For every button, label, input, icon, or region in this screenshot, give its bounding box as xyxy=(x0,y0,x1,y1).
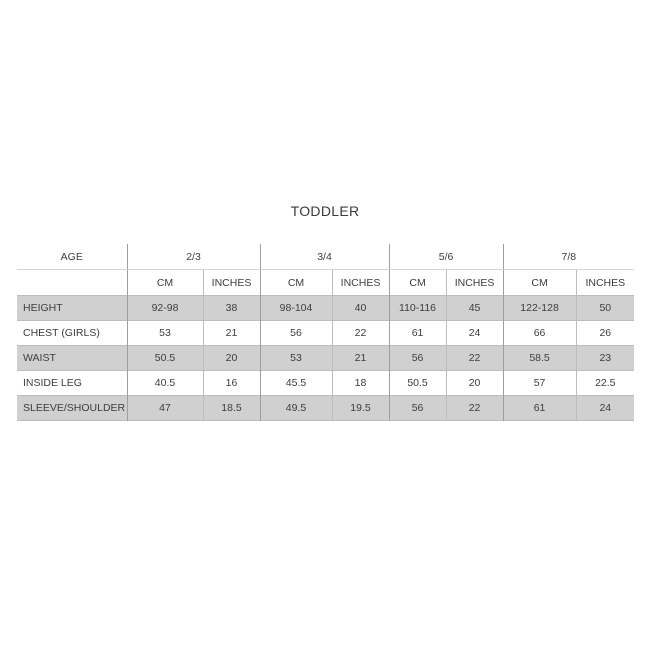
inches-value-cell: 21 xyxy=(332,346,389,371)
cm-value-cell: 56 xyxy=(389,346,446,371)
table-title: TODDLER xyxy=(290,203,360,219)
inches-value-cell: 23 xyxy=(576,346,634,371)
row-label: CHEST (GIRLS) xyxy=(23,327,100,339)
inches-value-cell: 22.5 xyxy=(576,371,634,396)
cm-value-cell: 61 xyxy=(389,321,446,346)
inches-value-cell: 18.5 xyxy=(203,396,260,421)
unit-cm: CM xyxy=(260,270,332,296)
inches-value-cell: 20 xyxy=(203,346,260,371)
units-blank-cell xyxy=(17,270,127,296)
cm-value-cell: 53 xyxy=(260,346,332,371)
inches-value-cell: 24 xyxy=(446,321,503,346)
cm-value-cell: 57 xyxy=(503,371,576,396)
inches-value-cell: 50 xyxy=(576,296,634,321)
row-label: WAIST xyxy=(17,346,127,371)
unit-inches: INCHES xyxy=(203,270,260,296)
unit-cm: CM xyxy=(127,270,203,296)
inches-value-cell: 18 xyxy=(332,371,389,396)
cm-value-cell: 98-104 xyxy=(260,296,332,321)
inches-value-cell: 22 xyxy=(446,346,503,371)
table-row xyxy=(17,371,634,396)
inches-value-cell: 21 xyxy=(203,321,260,346)
cm-value-cell: 56 xyxy=(260,321,332,346)
cm-value-cell: 53 xyxy=(127,321,203,346)
row-label: HEIGHT xyxy=(17,296,127,321)
cm-value-cell: 40.5 xyxy=(127,371,203,396)
age-group-3-4: 3/4 xyxy=(260,244,389,270)
age-label: AGE xyxy=(17,244,127,270)
table-row xyxy=(17,396,634,421)
inches-value-cell: 22 xyxy=(446,396,503,421)
inches-value-cell: 22 xyxy=(332,321,389,346)
inches-value-cell: 45 xyxy=(446,296,503,321)
inches-value-cell: 38 xyxy=(203,296,260,321)
inches-value-cell: 24 xyxy=(576,396,634,421)
units-header-row xyxy=(17,270,634,296)
age-group-2-3: 2/3 xyxy=(127,244,260,270)
inches-value-cell: 16 xyxy=(203,371,260,396)
table-row xyxy=(17,321,634,346)
cm-value-cell: 56 xyxy=(389,396,446,421)
cm-value-cell: 92-98 xyxy=(127,296,203,321)
inches-value-cell: 26 xyxy=(576,321,634,346)
inches-value-cell: 19.5 xyxy=(332,396,389,421)
cm-value-cell: 122-128 xyxy=(503,296,576,321)
age-group-7-8: 7/8 xyxy=(503,244,634,270)
unit-cm: CM xyxy=(389,270,446,296)
cm-value-cell: 66 xyxy=(503,321,576,346)
age-header-row xyxy=(17,244,634,270)
age-group-5-6: 5/6 xyxy=(389,244,503,270)
size-chart-table xyxy=(17,244,634,421)
cm-value-cell: 47 xyxy=(127,396,203,421)
cm-value-cell: 50.5 xyxy=(127,346,203,371)
cm-value-cell: 58.5 xyxy=(503,346,576,371)
unit-inches: INCHES xyxy=(576,270,634,296)
inches-value-cell: 40 xyxy=(332,296,389,321)
unit-cm: CM xyxy=(503,270,576,296)
row-label: INSIDE LEG xyxy=(23,377,82,389)
cm-value-cell: 49.5 xyxy=(260,396,332,421)
cm-value-cell: 45.5 xyxy=(260,371,332,396)
unit-inches: INCHES xyxy=(332,270,389,296)
row-label: SLEEVE/SHOULDER xyxy=(17,396,127,421)
inches-value-cell: 20 xyxy=(446,371,503,396)
cm-value-cell: 61 xyxy=(503,396,576,421)
unit-inches: INCHES xyxy=(446,270,503,296)
table-row xyxy=(17,346,634,371)
cm-value-cell: 50.5 xyxy=(389,371,446,396)
cm-value-cell: 110-116 xyxy=(389,296,446,321)
table-row xyxy=(17,296,634,321)
